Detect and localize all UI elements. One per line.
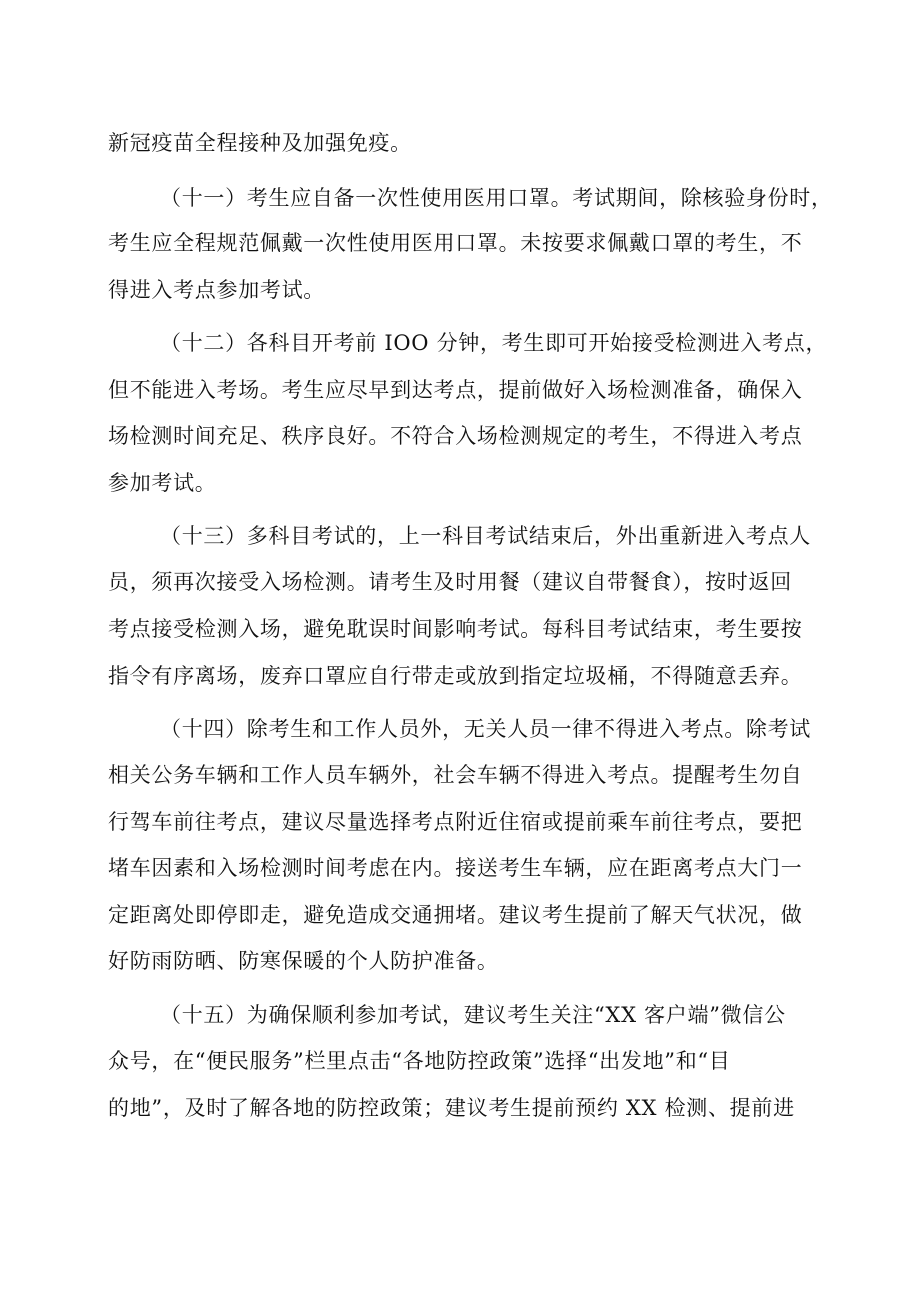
text-line: 定距离处即停即走，避免造成交通拥堵。建议考生提前了解天气状况，做 — [108, 903, 803, 927]
text-line: 场检测时间充足、秩序良好。不符合入场检测规定的考生，不得进入考点 — [108, 424, 803, 448]
paragraph-13-start: （十三）多科目考试的，上一科目考试结束后，外出重新进入考点人 — [160, 524, 811, 548]
text-line: 得进入考点参加考试。 — [108, 278, 325, 302]
text-line: 指令有序离场，废弃口罩应自行带走或放到指定垃圾桶，不得随意丢弃。 — [108, 664, 803, 688]
text-line: 新冠疫苗全程接种及加强免疫。 — [108, 131, 412, 155]
paragraph-15-start: （十五）为确保顺利参加考试，建议考生关注“XX 客户端”微信公 — [160, 1003, 786, 1027]
paragraph-14-start: （十四）除考生和工作人员外，无关人员一律不得进入考点。除考试 — [160, 717, 811, 741]
text-line: 行驾车前往考点，建议尽量选择考点附近住宿或提前乘车前往考点，要把 — [108, 810, 803, 834]
text-line: 参加考试。 — [108, 471, 217, 495]
text-line: 员，须再次接受入场检测。请考生及时用餐（建议自带餐食），按时返回 — [108, 570, 792, 594]
text-line: 好防雨防晒、防寒保暖的个人防护准备。 — [108, 949, 499, 973]
text-line: 但不能进入考场。考生应尽早到达考点，提前做好入场检测准备，确保入 — [108, 378, 803, 402]
paragraph-12-start: （十二）各科目开考前 IOO 分钟，考生即可开始接受检测进入考点， — [160, 331, 828, 355]
text-line: 考点接受检测入场，避免耽误时间影响考试。每科目考试结束，考生要按 — [108, 617, 803, 641]
paragraph-11-start: （十一）考生应自备一次性使用医用口罩。考试期间，除核验身份时， — [160, 186, 833, 210]
text-line: 考生应全程规范佩戴一次性使用医用口罩。未按要求佩戴口罩的考生，不 — [108, 231, 803, 255]
text-line: 堵车因素和入场检测时间考虑在内。接送考生车辆，应在距离考点大门一 — [108, 856, 803, 880]
text-line: 众号，在“便民服务”栏里点击“各地防控政策”选择“出发地”和“目 — [108, 1049, 731, 1073]
text-line: 的地”，及时了解各地的防控政策；建议考生提前预约 XX 检测、提前进 — [108, 1096, 795, 1120]
text-line: 相关公务车辆和工作人员车辆外，社会车辆不得进入考点。提醒考生勿自 — [108, 763, 803, 787]
